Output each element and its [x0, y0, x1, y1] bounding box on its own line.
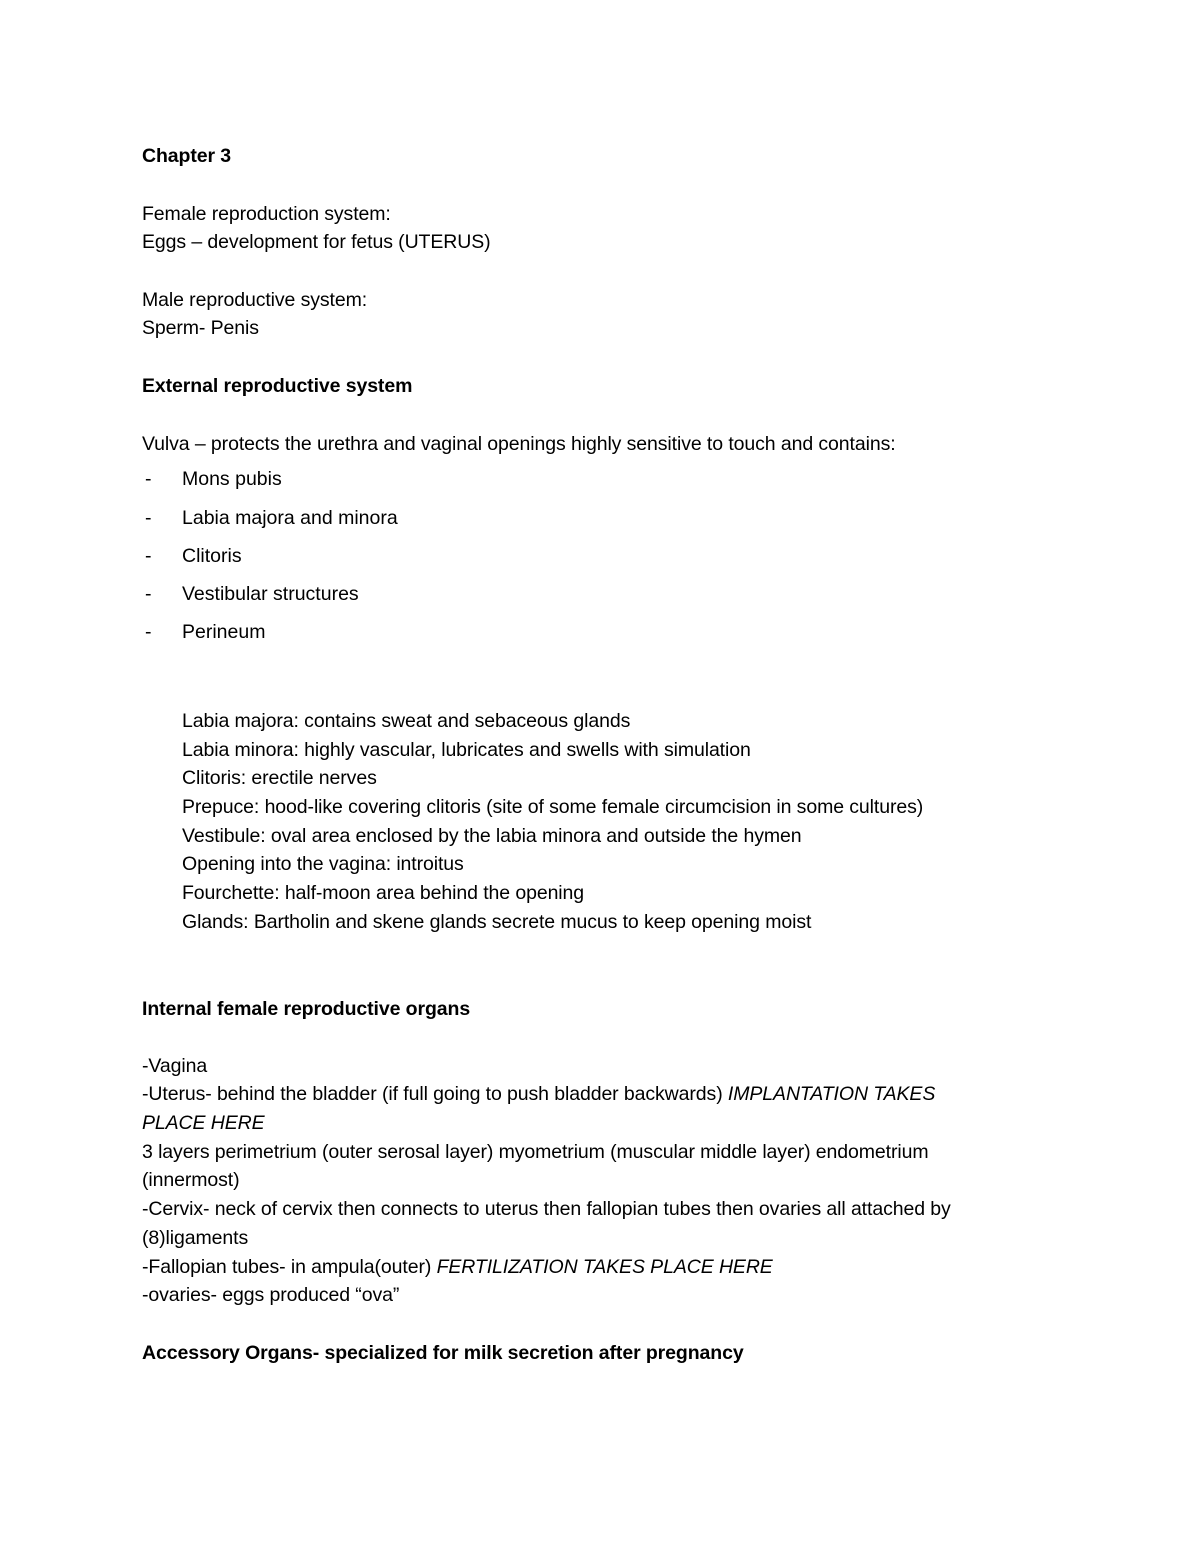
male-system-heading: Male reproductive system:: [142, 289, 368, 311]
fallopian-text: -Fallopian tubes- in ampula(outer): [142, 1256, 437, 1278]
definition-line: Glands: Bartholin and skene glands secrete mucus to keep opening moist: [182, 911, 812, 933]
definition-line: Fourchette: half-moon area behind the opening: [182, 882, 585, 904]
accessory-organs-heading: Accessory Organs- specialized for milk secretion after pregnancy: [142, 1342, 744, 1364]
cervix-line-continued: (8)ligaments: [142, 1227, 249, 1249]
definition-line: Prepuce: hood-like covering clitoris (site of some female circumcision in some cultures): [182, 796, 924, 818]
vulva-description: Vulva – protects the urethra and vaginal openings highly sensitive to touch and contains:: [142, 433, 896, 455]
internal-organs-heading: Internal female reproductive organs: [142, 998, 471, 1020]
definition-line: Vestibule: oval area enclosed by the labia minora and outside the hymen: [182, 825, 802, 847]
list-item-label: Vestibular structures: [182, 583, 359, 605]
uterus-text: -Uterus- behind the bladder (if full going to push bladder backwards): [142, 1083, 728, 1105]
uterus-line: [142, 1082, 935, 1106]
list-item-label: Perineum: [182, 621, 266, 643]
bullet-dash: -: [145, 507, 152, 529]
chapter-title: Chapter 3: [142, 145, 232, 167]
cervix-line: -Cervix- neck of cervix then connects to uterus then fallopian tubes then ovaries all attached by: [142, 1198, 951, 1220]
male-system-line: Sperm- Penis: [142, 317, 259, 339]
layers-line: 3 layers perimetrium (outer serosal layer) myometrium (muscular middle layer) endometrium: [142, 1141, 929, 1163]
bullet-dash: -: [145, 545, 152, 567]
female-system-heading: Female reproduction system:: [142, 203, 391, 225]
fallopian-emphasis: FERTILIZATION TAKES PLACE HERE: [436, 1256, 773, 1278]
ovaries-line: -ovaries- eggs produced “ova”: [142, 1284, 400, 1306]
external-system-heading: External reproductive system: [142, 375, 413, 397]
vagina-line: -Vagina: [142, 1055, 208, 1077]
definition-line: Labia majora: contains sweat and sebaceous glands: [182, 710, 631, 732]
list-item-label: Clitoris: [182, 545, 242, 567]
uterus-emphasis: IMPLANTATION TAKES: [727, 1083, 936, 1105]
list-item-label: Mons pubis: [182, 468, 282, 490]
bullet-dash: -: [145, 621, 152, 643]
layers-line-continued: (innermost): [142, 1169, 240, 1191]
definition-line: Clitoris: erectile nerves: [182, 767, 377, 789]
definition-line: Opening into the vagina: introitus: [182, 853, 464, 875]
list-item-label: Labia majora and minora: [182, 507, 398, 529]
fallopian-line: [142, 1255, 773, 1279]
bullet-dash: -: [145, 583, 152, 605]
uterus-emphasis-continued: PLACE HERE: [142, 1112, 265, 1134]
definition-line: Labia minora: highly vascular, lubricates and swells with simulation: [182, 739, 751, 761]
female-system-line: Eggs – development for fetus (UTERUS): [142, 231, 491, 253]
bullet-dash: -: [145, 468, 152, 490]
